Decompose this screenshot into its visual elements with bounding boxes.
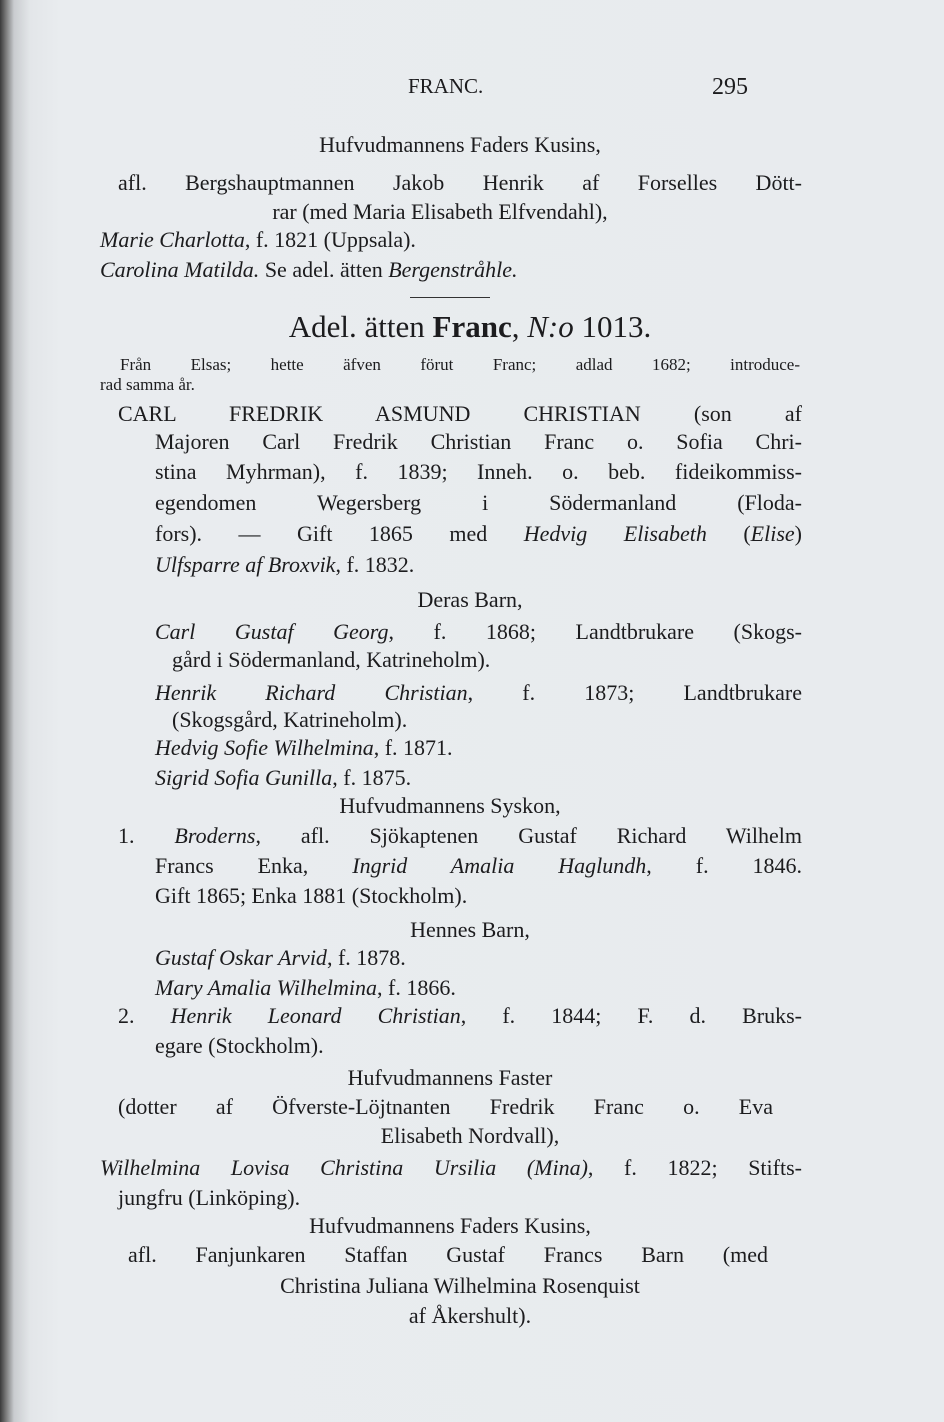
text-line (100, 375, 400, 395)
text-line (155, 680, 802, 706)
text-segment: afl. Bergshauptmannen Jakob Henrik af Forselles Dött- (118, 170, 802, 195)
text-line (118, 170, 802, 196)
italic-name-segment: Henrik Richard Christian (155, 680, 468, 705)
text-line (240, 1065, 660, 1091)
text-segment: rar (med Maria Elisabeth Elfvendahl), (272, 199, 608, 224)
text-line (155, 490, 802, 516)
text-segment: 2. (118, 1003, 171, 1028)
text-line (118, 1094, 773, 1120)
text-line (155, 1033, 655, 1059)
text-line (172, 707, 672, 733)
italic-name-segment: Ingrid Amalia Haglundh (352, 853, 647, 878)
italic-name-segment: Elise (750, 521, 795, 546)
italic-name-segment: Henrik Leonard Christian (170, 1003, 461, 1028)
text-segment: Majoren Carl Fredrik Christian Franc o. Sofia Chri- (155, 429, 802, 454)
text-segment: (Skogsgård, Katrineholm). (172, 707, 408, 732)
text-line (100, 1155, 802, 1181)
italic-name-segment: Hedvig Elisabeth (523, 521, 707, 546)
text-line (155, 619, 802, 645)
italic-name-segment: Wilhelmina Lovisa Christina Ursilia (Mina) (100, 1155, 588, 1180)
text-segment: Hufvudmannens Syskon, (339, 793, 561, 818)
text-segment: fors). — Gift 1865 med (155, 521, 524, 546)
text-segment: Elisabeth Nordvall), (380, 1123, 560, 1148)
page-number: 295 (712, 74, 748, 100)
text-segment: Hufvudmannens Faders Kusins, (309, 1213, 591, 1238)
italic-name-segment: Carolina Matilda. (100, 257, 260, 282)
text-line (155, 521, 802, 547)
text-line (100, 227, 660, 253)
text-segment: ( (706, 521, 751, 546)
text-line (118, 401, 802, 427)
text-line (160, 199, 720, 225)
bold-segment: Franc (432, 309, 512, 344)
text-segment: , f. 1873; Landtbrukare (467, 680, 802, 705)
text-segment: Adel. ätten (288, 309, 433, 344)
text-line (200, 1213, 700, 1239)
italic-name-segment: Hedvig Sofie Wilhelmina (155, 735, 374, 760)
text-segment: Från Elsas; hette äfven förut Franc; adlad 1682; introduce- (120, 355, 800, 374)
section-divider (410, 297, 490, 298)
text-line (160, 132, 760, 158)
text-line (300, 1123, 640, 1149)
text-line (118, 1185, 618, 1211)
text-line (100, 257, 780, 283)
text-line (155, 945, 655, 971)
section-title (150, 309, 790, 345)
text-segment: egendomen Wegersberg i Södermanland (Floda- (155, 490, 802, 515)
text-line (155, 459, 802, 485)
text-segment: 1. (118, 823, 175, 848)
text-line (155, 765, 655, 791)
text-segment: , f. 1844; F. d. Bruks- (460, 1003, 802, 1028)
text-segment: Hufvudmannens Faster (347, 1065, 553, 1090)
text-segment: , f. 1821 (Uppsala). (244, 227, 416, 252)
text-segment: Deras Barn, (417, 587, 523, 612)
text-segment: , f. 1832. (335, 552, 415, 577)
italic-name-segment: Gustaf Oskar Arvid (155, 945, 327, 970)
text-segment: Gift 1865; Enka 1881 (Stockholm). (155, 883, 468, 908)
text-line (172, 647, 672, 673)
text-line (155, 975, 655, 1001)
italic-name-segment: Mary Amalia Wilhelmina (155, 975, 378, 1000)
text-segment: af Åkershult). (408, 1303, 532, 1328)
text-line (300, 917, 640, 943)
text-segment: egare (Stockholm). (155, 1033, 324, 1058)
text-line (170, 1273, 750, 1299)
text-segment: Hennes Barn, (410, 917, 530, 942)
text-segment: Hufvudmannens Faders Kusins, (319, 132, 601, 157)
text-segment: , f. 1878. (326, 945, 406, 970)
text-segment: , f. 1875. (332, 765, 412, 790)
text-line (118, 823, 802, 849)
italic-name-segment: Carl Gustaf Georg (155, 619, 389, 644)
text-line (155, 735, 655, 761)
text-segment: , f. 1868; Landtbrukare (Skogs- (388, 619, 802, 644)
text-segment: , (511, 309, 528, 344)
italic-name-segment: N:o (527, 309, 574, 344)
text-line (155, 853, 802, 879)
text-segment: , f. 1846. (646, 853, 802, 878)
italic-name-segment: Sigrid Sofia Gunilla (155, 765, 333, 790)
text-line (300, 1303, 640, 1329)
text-segment: 1013. (573, 309, 652, 344)
text-line (155, 429, 802, 455)
text-segment: CARL FREDRIK ASMUND CHRISTIAN (son af (118, 401, 802, 426)
italic-name-segment: Broderns (174, 823, 256, 848)
text-line (240, 793, 660, 819)
italic-name-segment: Ulfsparre af Broxvik (155, 552, 336, 577)
text-line (300, 587, 640, 613)
text-line (155, 552, 655, 578)
text-segment: jungfru (Linköping). (118, 1185, 301, 1210)
text-segment: Francs Enka, (155, 853, 353, 878)
text-segment: (dotter af Öfverste-Löjtnanten Fredrik Franc o. Eva (118, 1094, 773, 1119)
text-segment: afl. Fanjunkaren Staffan Gustaf Francs Barn (med (128, 1242, 768, 1267)
italic-name-segment: Bergenstråhle. (388, 257, 518, 282)
text-segment: , f. 1866. (377, 975, 456, 1000)
running-title: FRANC. (408, 74, 484, 98)
text-segment: Se adel. ätten (259, 257, 389, 282)
text-line (128, 1242, 768, 1268)
text-segment: gård i Södermanland, Katrineholm). (172, 647, 491, 672)
text-segment: stina Myhrman), f. 1839; Inneh. o. beb. fideikommiss- (155, 459, 802, 484)
text-segment: , f. 1871. (373, 735, 453, 760)
text-segment: , afl. Sjökaptenen Gustaf Richard Wilhelm (255, 823, 802, 848)
text-segment: ) (794, 521, 802, 546)
text-line (155, 883, 675, 909)
text-segment: Christina Juliana Wilhelmina Rosenquist (280, 1273, 640, 1298)
text-line (118, 1003, 802, 1029)
text-segment: , f. 1822; Stifts- (587, 1155, 802, 1180)
italic-name-segment: Marie Charlotta (100, 227, 245, 252)
text-segment: rad samma år. (100, 375, 195, 394)
